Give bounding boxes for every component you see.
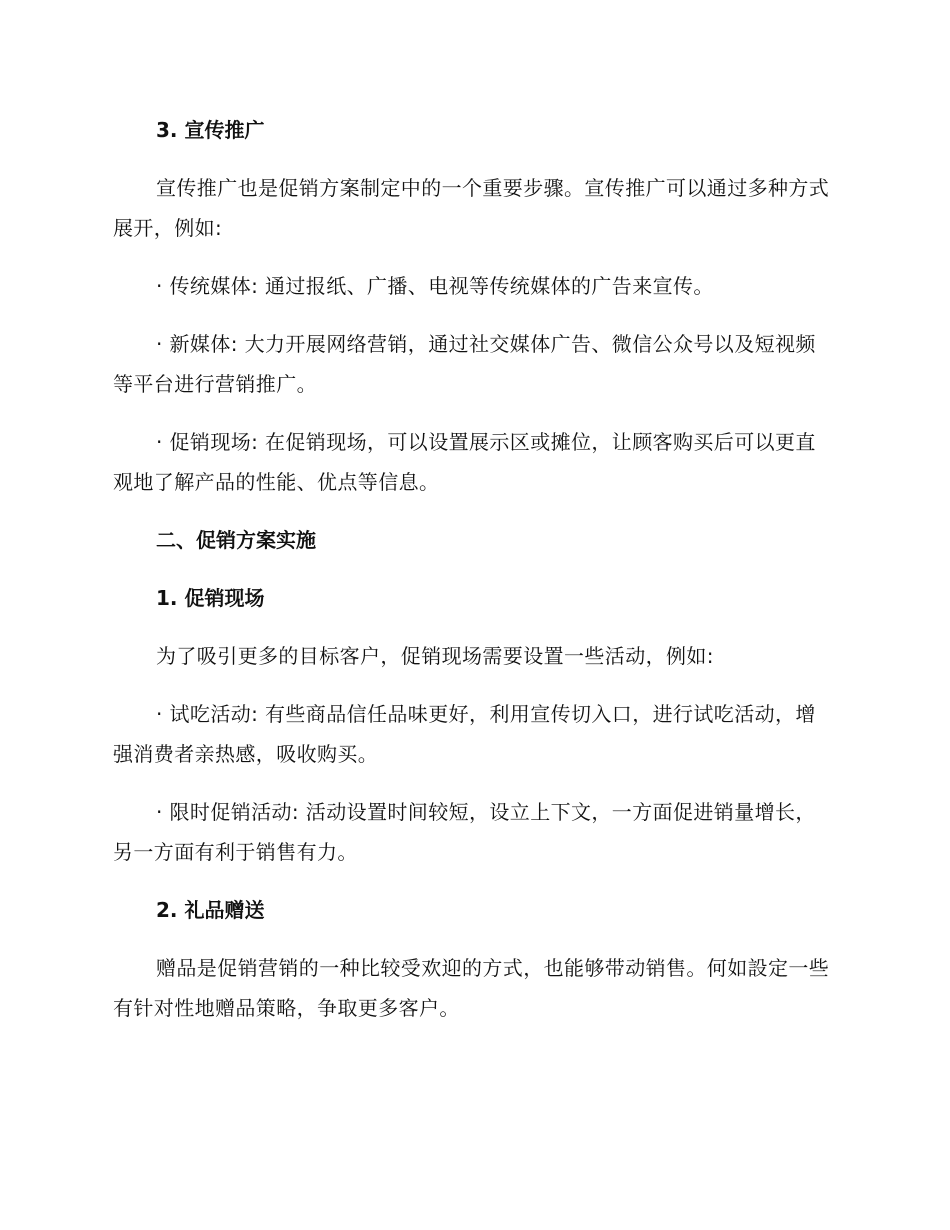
paragraph-publicity-intro: 宣传推广也是促销方案制定中的一个重要步骤。宣传推广可以通过多种方式展开，例如:	[113, 176, 830, 240]
bullet-limited-time-promotion: · 限时促销活动: 活动设置时间较短，设立上下文，一方面促进销量增长，另一方面有利于销售有力。	[113, 800, 816, 864]
bullet-promotion-site: · 促销现场: 在促销现场，可以设置展示区或摊位，让顾客购买后可以更直观地了解产品的性能、优点等信息。	[113, 430, 816, 494]
bullet-new-media: · 新媒体: 大力开展网络营销，通过社交媒体广告、微信公众号以及短视频等平台进行营销推广。	[113, 332, 816, 396]
subsection-heading-promotion-site: 1. 促销现场	[156, 586, 265, 610]
bullet-traditional-media: · 传统媒体: 通过报纸、广播、电视等传统媒体的广告来宣传。	[156, 274, 714, 298]
section-heading-publicity: 3. 宣传推广	[156, 118, 265, 142]
paragraph-promotion-site-intro: 为了吸引更多的目标客户，促销现场需要设置一些活动，例如:	[156, 644, 714, 668]
document-body	[113, 110, 833, 1046]
section-heading-implementation: 二、促销方案实施	[156, 528, 316, 552]
paragraph-gifts: 赠品是促销营销的一种比较受欢迎的方式，也能够带动销售。何如設定一些有针对性地赠品策略，争取更多客户。	[113, 956, 830, 1020]
subsection-heading-gifts: 2. 礼品赠送	[156, 898, 265, 922]
bullet-tasting-activity: · 试吃活动: 有些商品信任品味更好，利用宣传切入口，进行试吃活动，增强消费者亲热感，吸收购买。	[113, 702, 816, 766]
